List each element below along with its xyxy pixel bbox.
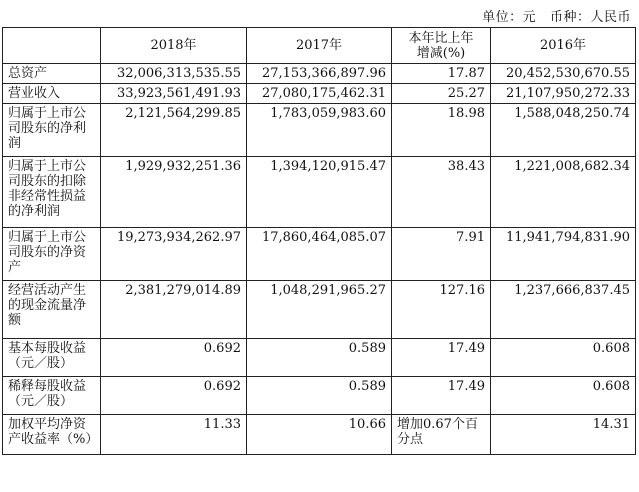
- table-row: [3, 157, 636, 228]
- value-change: 127.16: [392, 281, 491, 339]
- value-2016: 1,221,008,682.34: [491, 157, 636, 228]
- value-change: 18.98: [392, 104, 491, 157]
- header-2017: 2017年: [247, 28, 392, 64]
- row-label: 归属于上市公司股东的净资产: [3, 228, 101, 281]
- value-2016: 11,941,794,831.90: [491, 228, 636, 281]
- value-2016: 0.608: [491, 339, 636, 377]
- value-2018: 0.692: [101, 377, 247, 415]
- value-change: 增加0.67个百分点: [392, 415, 491, 455]
- value-2017: 27,153,366,897.96: [247, 64, 392, 84]
- table-row: [3, 281, 636, 339]
- row-label: 总资产: [3, 64, 101, 84]
- value-2016: 0.608: [491, 377, 636, 415]
- table-row: [3, 104, 636, 157]
- value-change: 17.49: [392, 339, 491, 377]
- value-change: 25.27: [392, 84, 491, 104]
- row-label: 营业收入: [3, 84, 101, 104]
- row-label: 稀释每股收益（元／股）: [3, 377, 101, 415]
- value-2016: 1,588,048,250.74: [491, 104, 636, 157]
- value-2016: 1,237,666,837.45: [491, 281, 636, 339]
- value-2018: 0.692: [101, 339, 247, 377]
- row-label: 经营活动产生的现金流量净额: [3, 281, 101, 339]
- table-row: [3, 339, 636, 377]
- value-2018: 32,006,313,535.55: [101, 64, 247, 84]
- value-2017: 0.589: [247, 339, 392, 377]
- unit-currency-note: 单位：元 币种：人民币: [482, 10, 631, 25]
- table-header-row: [3, 28, 636, 64]
- value-2018: 19,273,934,262.97: [101, 228, 247, 281]
- value-2016: 20,452,530,670.55: [491, 64, 636, 84]
- value-2017: 10.66: [247, 415, 392, 455]
- value-2016: 21,107,950,272.33: [491, 84, 636, 104]
- financial-data-table: [2, 27, 636, 455]
- row-label: 基本每股收益（元／股）: [3, 339, 101, 377]
- value-change: 38.43: [392, 157, 491, 228]
- table-row: [3, 228, 636, 281]
- value-2016: 14.31: [491, 415, 636, 455]
- table-row: [3, 84, 636, 104]
- value-change: 17.49: [392, 377, 491, 415]
- table-row: [3, 64, 636, 84]
- value-2017: 1,048,291,965.27: [247, 281, 392, 339]
- value-2017: 27,080,175,462.31: [247, 84, 392, 104]
- header-change: 本年比上年 增减(%): [392, 28, 491, 64]
- value-2017: 1,783,059,983.60: [247, 104, 392, 157]
- value-2018: 2,121,564,299.85: [101, 104, 247, 157]
- table-row: [3, 377, 636, 415]
- row-label: 加权平均净资产收益率（%）: [3, 415, 101, 455]
- value-2018: 2,381,279,014.89: [101, 281, 247, 339]
- header-label-col: [3, 28, 101, 64]
- row-label: 归属于上市公司股东的净利润: [3, 104, 101, 157]
- value-2017: 0.589: [247, 377, 392, 415]
- value-2017: 1,394,120,915.47: [247, 157, 392, 228]
- header-2016: 2016年: [491, 28, 636, 64]
- header-2018: 2018年: [101, 28, 247, 64]
- row-label: 归属于上市公司股东的扣除非经常性损益的净利润: [3, 157, 101, 228]
- table-row: [3, 415, 636, 455]
- value-2018: 33,923,561,491.93: [101, 84, 247, 104]
- value-2018: 1,929,932,251.36: [101, 157, 247, 228]
- value-2017: 17,860,464,085.07: [247, 228, 392, 281]
- value-2018: 11.33: [101, 415, 247, 455]
- value-change: 17.87: [392, 64, 491, 84]
- value-change: 7.91: [392, 228, 491, 281]
